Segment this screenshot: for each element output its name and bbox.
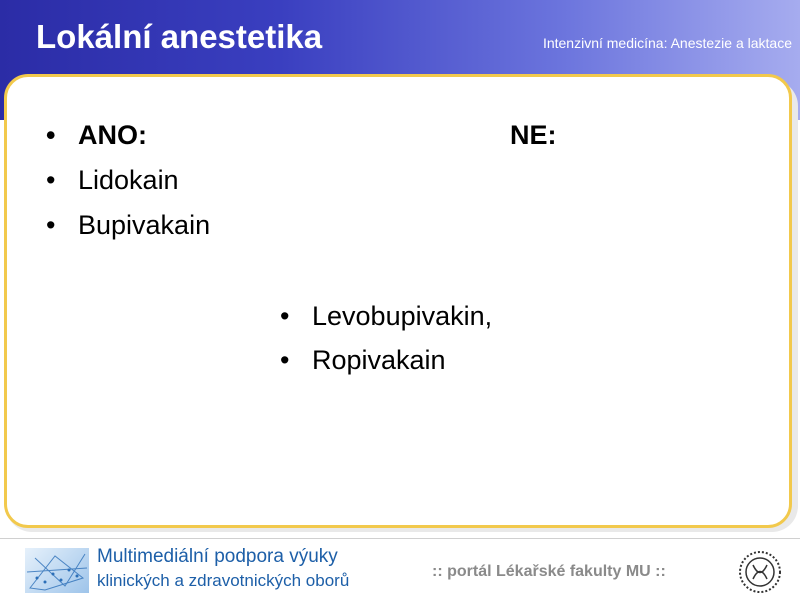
portal-link[interactable]: :: portál Lékařské fakulty MU :: bbox=[432, 563, 666, 580]
bullet-dot-icon: • bbox=[280, 301, 290, 331]
bullet-ano bbox=[46, 120, 147, 151]
ne-heading: NE: bbox=[510, 120, 557, 150]
faculty-seal-icon bbox=[738, 550, 782, 594]
bullet-dot-icon: • bbox=[46, 120, 56, 150]
course-subtitle: Intenzivní medicína: Anestezie a laktace bbox=[542, 35, 792, 51]
bullet-text: Ropivakain bbox=[312, 345, 446, 375]
bullet-text: Levobupivakin, bbox=[312, 301, 493, 331]
logo-line-1: Multimediální podpora výuky bbox=[97, 546, 338, 567]
bullet-bupivakain bbox=[46, 210, 210, 241]
page-title: Lokální anestetika bbox=[36, 18, 323, 55]
bullet-text: Lidokain bbox=[78, 165, 179, 195]
bullet-dot-icon: • bbox=[280, 345, 290, 375]
bullet-levobupivakin bbox=[280, 301, 492, 332]
bullet-dot-icon: • bbox=[46, 210, 56, 240]
logo-line-2: klinických a zdravotnických oborů bbox=[97, 571, 350, 590]
bullet-text: ANO: bbox=[78, 120, 147, 150]
multimedia-logo-icon bbox=[25, 548, 89, 593]
bullet-dot-icon: • bbox=[46, 165, 56, 195]
bullet-lidokain bbox=[46, 165, 179, 196]
footer-divider bbox=[0, 538, 800, 539]
bullet-ropivakain bbox=[280, 345, 446, 376]
bullet-text: Bupivakain bbox=[78, 210, 211, 240]
